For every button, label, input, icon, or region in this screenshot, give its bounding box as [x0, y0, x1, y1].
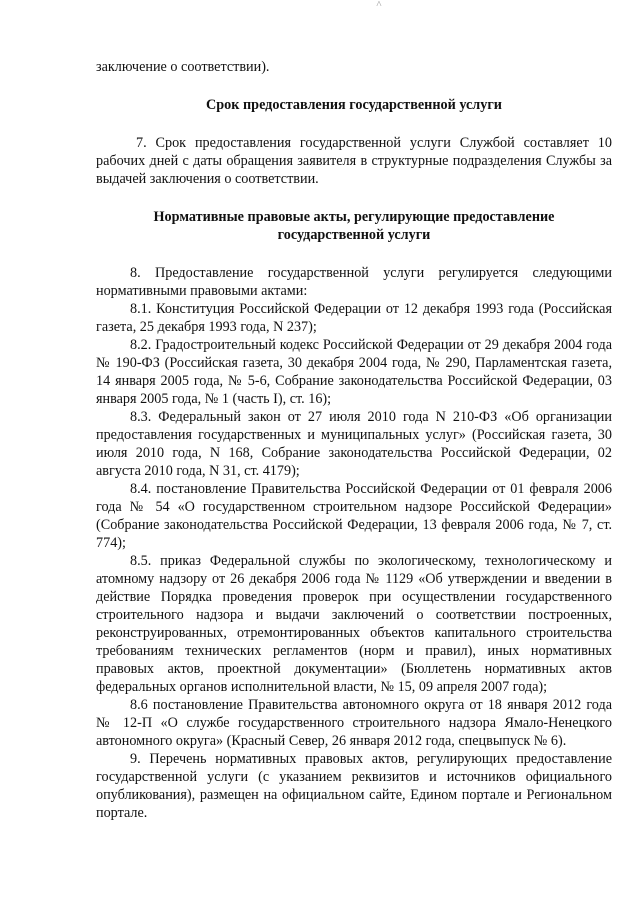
- paragraph-7: 7. Срок предоставления государственной услуги Службой составляет 10 рабочих дней с даты обращения заявителя в структурные подразделения Службы за выдачей заключения о соответствии.: [96, 135, 612, 187]
- section-heading-legal-acts: Нормативные правовые акты, регулирующие предоставление государственной услуги: [153, 209, 555, 243]
- paragraph-8-3: 8.3. Федеральный закон от 27 июля 2010 года N 210-ФЗ «Об организации предоставления государственных и муниципальных услуг» (Российская газета, 30 июля 2010 года, N 168, Собрание законодательства Российской Федерации, 02 августа 2010 года, N 31, ст. 4179);: [96, 409, 612, 479]
- paragraph-8-2: 8.2. Градостроительный кодекс Российской Федерации от 29 декабря 2004 года № 190-ФЗ (Российская газета, 30 декабря 2004 года, № 290, Парламентская газета, 14 января 2005 года, № 5-6, Собрание законодательства Российской Федерации, 03 января 2005 года, № 1 (часть I), ст. 16);: [96, 337, 612, 407]
- continuation-line: заключение о соответствии).: [96, 59, 270, 75]
- paragraph-8: 8. Предоставление государственной услуги регулируется следующими нормативными правовыми актами:: [96, 265, 612, 299]
- paragraph-9: 9. Перечень нормативных правовых актов, регулирующих предоставление государственной услуги (с указанием реквизитов и источников официального опубликования), размещен на официальном сайте, Едином портале и Региональном портале.: [96, 751, 612, 821]
- page-top-marker: ^: [376, 0, 382, 11]
- paragraph-8-6: 8.6 постановление Правительства автономного округа от 18 января 2012 года № 12-П «О службе государственного строительного надзора Ямало-Ненецкого автономного округа» (Красный Север, 26 января 2012 года, спецвыпуск № 6).: [96, 697, 612, 749]
- paragraph-8-5: 8.5. приказ Федеральной службы по экологическому, технологическому и атомному надзору от 26 декабря 2006 года № 1129 «Об утверждении и введении в действие Порядка проведения проверок при осуществлении государственного строительного надзора и выдачи заключений о соответствии построенных, реконструированных, отремонтированных объектов капитального строительства требованиям технических регламентов (норм и правил), иных нормативных правовых актов, проектной документации» (Бюллетень нормативных актов федеральных органов исполнительной власти, № 15, 09 апреля 2007 года);: [96, 553, 612, 695]
- paragraph-8-4: 8.4. постановление Правительства Российской Федерации от 01 февраля 2006 года № 54 «О государственном строительном надзоре Российской Федерации» (Собрание законодательства Российской Федерации, 13 февраля 2006 года, № 7, ст. 774);: [96, 481, 612, 551]
- paragraph-8-1: 8.1. Конституция Российской Федерации от 12 декабря 1993 года (Российская газета, 25 декабря 1993 года, N 237);: [96, 301, 612, 335]
- section-heading-term: Срок предоставления государственной услуги: [206, 97, 502, 113]
- document-body: [96, 58, 612, 822]
